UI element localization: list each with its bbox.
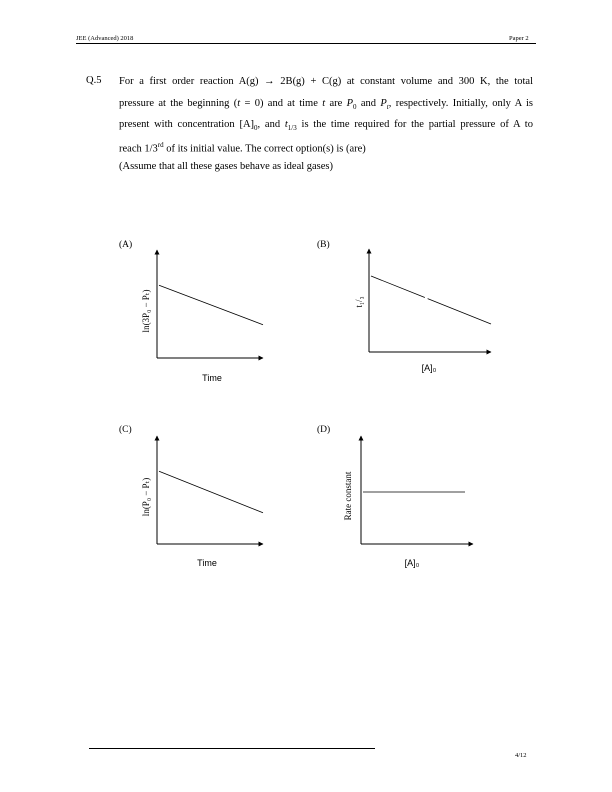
chart-d-y-label: Rate constant	[343, 471, 353, 521]
option-a-label: (A)	[119, 240, 133, 250]
option-d-label: (D)	[317, 425, 331, 435]
chart-c-x-label: Time	[197, 558, 217, 568]
question-line-2: pressure at the beginning (t = 0) and at time t are $P_0$ and $P_t$, respectively. Initially, only A is	[119, 98, 533, 112]
chart-c-y-label: ln(P₀ − Pₜ)	[141, 477, 151, 517]
chart-d-x-label: [A]₀	[404, 558, 420, 568]
question-line-1: For a first order reaction A(g) → 2B(g) + C(g) at constant volume and 300 K, the total	[119, 76, 533, 87]
question-line-4: reach 1/3rd of its initial value. The correct option(s) is (are)	[119, 141, 366, 155]
question-line-3: present with concentration $[A]_0$, and $t_{1/3}$ is the time required for the partial pressure of A to	[119, 119, 533, 133]
chart-a-x-label: Time	[202, 373, 222, 383]
chart-b-y-label: t₁/₃	[354, 296, 364, 308]
chart-a-data-line	[159, 285, 263, 325]
chart-b-x-label: [A]₀	[421, 363, 437, 373]
header-paper-label: Paper 2	[509, 35, 529, 42]
footer-rule	[89, 748, 375, 749]
chart-c-data-line	[159, 471, 263, 513]
chart-b-data-line	[371, 276, 491, 324]
question-number: Q.5	[86, 75, 102, 86]
header-exam-title: JEE (Advanced) 2018	[76, 35, 134, 42]
chart-a-y-label: ln(3P₀ − Pₜ)	[141, 289, 151, 333]
option-b-label: (B)	[317, 240, 330, 250]
option-c-label: (C)	[119, 425, 132, 435]
question-line-5: (Assume that all these gases behave as ideal gases)	[119, 161, 334, 172]
page-number: 4/12	[515, 752, 527, 759]
